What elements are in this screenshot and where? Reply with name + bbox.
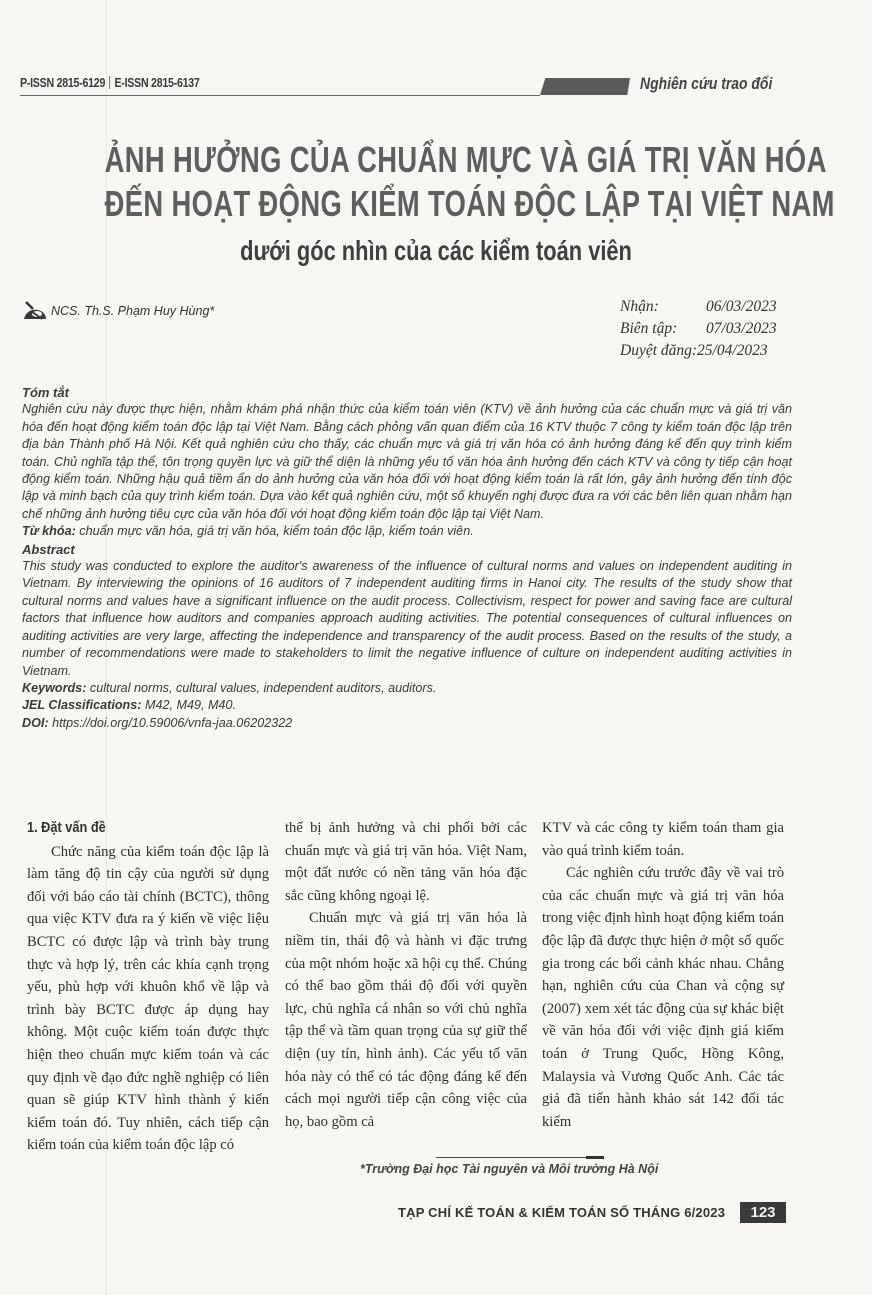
paragraph: thể bị ảnh hưởng và chi phối bởi các chuẩn mực và giá trị văn hóa. Việt Nam, một đất nước có nền tảng văn hóa đặc sắc cũng không ngoại lệ. <box>285 820 527 904</box>
keywords-en-label: Keywords: <box>22 680 87 695</box>
issn-divider <box>109 76 110 89</box>
body-column-1 <box>27 817 269 1157</box>
abstract-block <box>22 384 792 732</box>
page-number: 123 <box>740 1202 786 1223</box>
body-column-2 <box>285 817 527 1133</box>
footnote-rule <box>436 1157 604 1158</box>
date-value: 06/03/2023 <box>706 298 777 315</box>
section-label: Nghiên cứu trao đổi <box>640 74 773 93</box>
abstract-en-text: This study was conducted to explore the auditor's awareness of the influence of cultural norms and values on independent auditing in Vietnam. By interviewing the opinions of 16 auditors of 7 independent auditing firms in Hanoi city. The results of the study show that cultural norms and values have a significant influence on the audit process. Collectivism, respect for power and saving face are cultural factors that influence how auditors and companies approach auditing activities. The potential consequences of cultural influences on auditing activities are very large, affecting the independence and transparency of the audit process. Based on the results of the study, a number of recommendations were made to stakeholders to limit the negative influence of culture on independent auditing activities in Vietnam. <box>22 559 792 678</box>
jel-value: M42, M49, M40. <box>144 698 236 713</box>
article-dates <box>620 296 777 362</box>
summary-vi-text: Nghiên cứu này được thực hiện, nhằm khám phá nhận thức của kiểm toán viên (KTV) về ảnh hưởng của các chuẩn mực và giá trị văn hóa đến hoạt động kiểm toán độc lập tại Việt Nam. Bằng cách phỏng vấn quan điểm của 16 KTV thuộc 7 công ty kiểm toán độc lập trên địa bàn Thành phố Hà Nội. Kết quả nghiên cứu cho thấy, các chuẩn mực và giá trị văn hóa có ảnh hưởng đáng kể đến quy trình kiểm toán. Chủ nghĩa tập thể, tôn trọng quyền lực và giữ thể diện là những yếu tố văn hóa ảnh hưởng đến cách KTV và công ty tiếp cận hoạt động kiểm toán. Những hậu quả tiềm ẩn do ảnh hưởng của văn hóa đối với hoạt động kiểm toán là rất lớn, gây ảnh hưởng đến tính độc lập và minh bạch của quy trình kiểm toán. Dựa vào kết quả nghiên cứu, một số khuyến nghị được đưa ra với các bên liên quan nhằm hạn chế những ảnh hưởng tiêu cực của văn hóa đối với hoạt động kiểm toán độc lập tại Việt Nam. <box>22 402 792 521</box>
subtitle: dưới góc nhìn của các kiểm toán viên <box>240 235 632 266</box>
issn-line <box>20 76 200 90</box>
doi-link[interactable]: https://doi.org/10.59006/vnfa-jaa.06202322 <box>52 715 293 730</box>
jel-classifications <box>22 697 792 714</box>
paragraph: Các nghiên cứu trước đây về vai trò của các chuẩn mực và giá trị văn hóa trong việc định hình hoạt động kiểm toán độc lập đã được thực hiện ở một số quốc gia trong các bối cảnh khác nhau. Chẳng hạn, nghiên cứu của Chan và cộng sự (2007) xem xét tác động của sự khác biệt về văn hóa đối với việc định giá kiểm toán ở Trung Quốc, Hồng Kông, Malaysia và Vương Quốc Anh. Các tác giả đã tiến hành khảo sát 142 đối tác kiểm <box>542 865 784 1130</box>
keywords-en <box>22 680 792 697</box>
date-label: Duyệt đăng: <box>620 342 698 359</box>
keywords-en-value: cultural norms, cultural values, independent auditors, auditors. <box>89 680 437 695</box>
author-name: NCS. Th.S. Phạm Huy Hùng* <box>51 304 215 318</box>
paragraph: Chức năng của kiểm toán độc lập là làm tăng độ tin cậy của người sử dụng đối với báo cáo tài chính (BCTC), thông qua việc KTV đưa ra ý kiến về việc liệu BCTC có được lập và trình bày trung thực và hợp lý, trên các khía cạnh trọng yếu, phù hợp với khuôn khổ về lập và trình bày BCTC được áp dụng hay không. Một cuộc kiểm toán được thực hiện theo chuẩn mực kiểm toán và các quy định về đạo đức nghề nghiệp có liên quan sẽ giúp KTV hình thành ý kiến kiểm toán đó. Tuy nhiên, cách tiếp cận kiểm toán của kiểm toán độc lập có <box>27 843 269 1154</box>
date-value: 07/03/2023 <box>706 320 777 337</box>
date-approved <box>620 340 777 362</box>
keywords-vi-label: Từ khóa: <box>22 524 76 539</box>
header-rule <box>20 95 540 96</box>
date-received <box>620 296 777 318</box>
pen-nib-icon <box>22 301 48 321</box>
title-line-1 <box>0 139 872 181</box>
keywords-vi-value: chuẩn mực văn hóa, giá trị văn hóa, kiểm toán độc lập, kiểm toán viên. <box>79 524 474 539</box>
date-label: Biên tập: <box>620 320 678 337</box>
doi <box>22 715 792 732</box>
abstract-en-heading: Abstract <box>22 541 75 557</box>
body-column-3 <box>542 817 784 1133</box>
doi-label: DOI: <box>22 715 49 730</box>
date-value: 25/04/2023 <box>697 342 768 359</box>
date-label: Nhận: <box>620 298 659 315</box>
title-line-2 <box>0 183 872 225</box>
journal-name: TẠP CHÍ KẾ TOÁN & KIỂM TOÁN SỐ THÁNG 6/2023 <box>398 1205 726 1220</box>
section-bar <box>540 78 630 95</box>
e-issn: E-ISSN 2815-6137 <box>114 76 200 90</box>
title-text-2: ĐẾN HOẠT ĐỘNG KIỂM TOÁN ĐỘC LẬP TẠI VIỆT NAM <box>104 183 835 224</box>
paragraph: Chuẩn mực và giá trị văn hóa là niềm tin, thái độ và hành vi đặc trưng của một nhóm hoặc xã hội cụ thể. Chúng có thể bao gồm thái độ đối với quyền lực, chủ nghĩa cá nhân so với chủ nghĩa tập thể và tầm quan trọng của sự giữ thể diện (uy tín, hình ảnh). Các yếu tố văn hóa này có thể có tác động đáng kể đến cách mọi người tiếp cận công việc của họ, bao gồm cả <box>285 910 527 1130</box>
author <box>22 301 214 321</box>
paragraph: KTV và các công ty kiểm toán tham gia vào quá trình kiểm toán. <box>542 820 784 859</box>
keywords-vi <box>22 523 792 540</box>
date-edited <box>620 318 777 340</box>
p-issn: P-ISSN 2815-6129 <box>20 76 106 90</box>
jel-label: JEL Classifications: <box>22 698 142 713</box>
title-text-1: ẢNH HƯỞNG CỦA CHUẨN MỰC VÀ GIÁ TRỊ VĂN HÓA <box>104 139 827 180</box>
section-heading: 1. Đặt vấn đề <box>27 820 106 836</box>
summary-vi-heading: Tóm tắt <box>22 385 69 400</box>
author-affiliation-footnote: *Trường Đại học Tài nguyên và Môi trường Hà Nội <box>360 1162 659 1176</box>
